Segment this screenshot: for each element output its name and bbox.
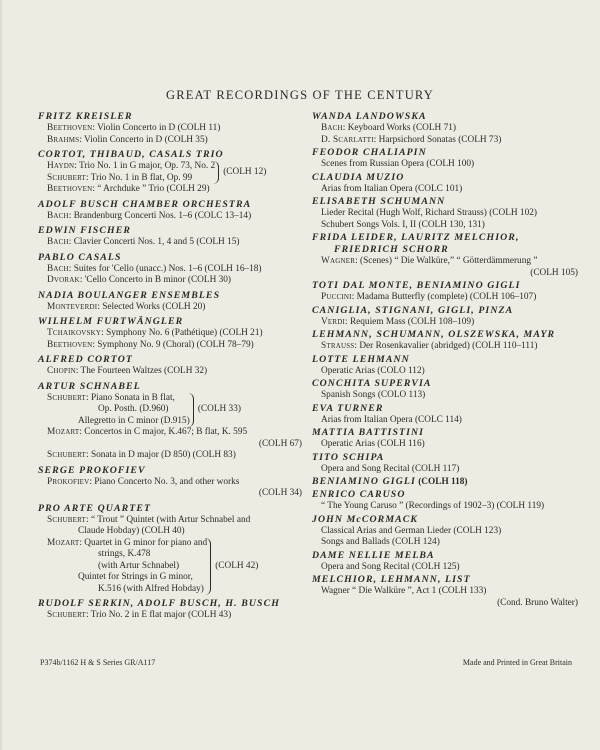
- composer-name: D. Scarlatti: [321, 134, 374, 145]
- artist-heading: [312, 403, 580, 415]
- artist-heading: [312, 172, 580, 184]
- artist-name: CORTOT, THIBAUD, CASALS TRIO: [38, 149, 224, 160]
- artist-section: [312, 280, 580, 304]
- artist-section: [38, 381, 304, 462]
- recording-line: [38, 572, 207, 584]
- recording-line: [312, 526, 580, 538]
- artist-section: [38, 465, 304, 500]
- artist-section: [312, 196, 580, 231]
- recording-text: : Trio No. 1 in B flat, Op. 99: [86, 172, 193, 183]
- artist-name: WILHELM FURTWÄNGLER: [38, 316, 184, 327]
- artist-heading: [312, 111, 580, 123]
- composer-name: Brahms: [47, 134, 80, 145]
- artist-heading: [312, 574, 580, 586]
- composer-name: Wagner: [321, 256, 356, 266]
- recording-text: : Sonata in D major (D 850) (COLH 83): [86, 450, 236, 460]
- recording-text: Arias from Italian Opera (COLC 101): [321, 183, 463, 194]
- recording-line: [312, 366, 580, 378]
- recording-line: [312, 123, 580, 135]
- artist-heading: [38, 598, 304, 610]
- recording-line: [312, 501, 580, 513]
- composer-name: Mozart: [47, 537, 80, 548]
- artist-name: PABLO CASALS: [38, 251, 122, 263]
- recording-line: [312, 159, 580, 171]
- composer-name: Monteverdi: [47, 301, 98, 312]
- composer-name: Puccini: [321, 292, 352, 302]
- recording-text: : Quartet in G minor for piano and: [79, 537, 208, 548]
- recording-text: : Symphony No. 6 (Pathétique) (COLH 21): [101, 328, 263, 338]
- recording-text: Opera and Song Recital (COLH 117): [321, 463, 460, 474]
- recording-line: [38, 366, 304, 378]
- composer-name: Bach: [47, 237, 69, 247]
- artist-name: WANDA LANDOWSKA: [312, 111, 427, 122]
- composer-name: Prokofiev: [47, 476, 90, 487]
- composer-name: Schubert: [47, 450, 87, 460]
- recording-line: [312, 415, 580, 427]
- composer-name: Dvorak: [47, 275, 80, 285]
- artist-name: FRIDA LEIDER, LAURITZ MELCHIOR,: [312, 232, 520, 243]
- composer-name: Beethoven: [47, 184, 93, 194]
- artist-heading: [312, 514, 580, 526]
- recording-line: [312, 439, 580, 451]
- recording-text: Lieder Recital (Hugh Wolf, Richard Strauss) (COLH 102): [321, 208, 537, 218]
- artist-section: [38, 316, 304, 351]
- recording-line: [312, 341, 580, 353]
- artist-heading: [312, 476, 580, 488]
- recording-text: : Piano Sonata in B flat,: [86, 392, 175, 403]
- artist-heading: [38, 111, 304, 123]
- artist-name: LOTTE LEHMANN: [312, 353, 410, 365]
- artist-name: SERGE PROKOFIEV: [38, 464, 146, 476]
- recording-line: [312, 135, 580, 147]
- artist-name: JOHN McCORMACK: [312, 513, 419, 525]
- artist-section: [312, 489, 580, 513]
- artist-name: TOTI DAL MONTE, BENIAMINO GIGLI: [312, 280, 521, 291]
- recording-line: [38, 416, 190, 428]
- recording-line: [38, 393, 190, 405]
- bracketed-recordings: [38, 538, 304, 596]
- artist-section: [312, 452, 580, 476]
- artist-heading: [38, 199, 304, 211]
- recording-line: [38, 264, 304, 276]
- artist-section: [38, 149, 304, 196]
- recording-line: [38, 404, 190, 416]
- artist-name: ALFRED CORTOT: [38, 354, 133, 365]
- composer-name: Schubert: [47, 514, 87, 525]
- composer-name: Mozart: [47, 427, 80, 437]
- artist-name: MATTIA BATTISTINI: [312, 427, 425, 438]
- bracketed-recordings: [38, 161, 304, 184]
- catalogue-number: (COLH 42): [215, 560, 259, 571]
- recording-line: [312, 464, 580, 476]
- recording-line: [38, 173, 215, 185]
- recording-text: K.516 (with Alfred Hobday): [98, 583, 204, 594]
- artist-section: [312, 329, 580, 353]
- artist-section: [312, 514, 580, 549]
- composer-name: Bach: [47, 263, 69, 274]
- artist-section: [312, 111, 580, 146]
- recording-text: Opera and Song Recital (COLH 125): [321, 561, 460, 572]
- recording-text: Op. Posth. (D.960): [98, 404, 169, 414]
- recording-text: strings, K.478: [98, 549, 151, 559]
- recording-text: (COLH 34): [258, 488, 302, 498]
- artist-section: [312, 172, 580, 196]
- artist-heading: [38, 252, 304, 264]
- recording-line: [38, 340, 304, 352]
- bracket-lines: [38, 161, 219, 184]
- recording-text: : Suites for 'Cello (unacc.) Nos. 1–6 (COLH 16–18): [68, 263, 262, 274]
- artist-section: [38, 503, 304, 596]
- artist-section: [312, 232, 580, 279]
- artist-name: PRO ARTE QUARTET: [38, 502, 152, 514]
- recording-text: : Requiem Mass (COLH 108–109): [345, 316, 475, 327]
- artist-section: [312, 574, 580, 609]
- recording-text: (with Artur Schnabel): [98, 560, 180, 571]
- recording-text: : (Scenes) “ Die Walküre,” “ Götterdämmerung ”: [355, 256, 538, 266]
- recording-line: [312, 598, 580, 610]
- artist-section: [312, 378, 580, 402]
- recording-line: [312, 317, 580, 329]
- recording-text: Scenes from Russian Opera (COLH 100): [321, 159, 475, 169]
- artist-name: TITO SCHIPA: [312, 451, 385, 463]
- recording-text: : Concertos in C major, K.467; B flat, K. 595: [79, 427, 248, 437]
- catalogue-number: (COLH 12): [223, 166, 267, 177]
- composer-name: Haydn: [47, 161, 75, 171]
- artist-section: [38, 225, 304, 249]
- artist-heading: [38, 225, 304, 237]
- artist-section: [312, 427, 580, 451]
- recording-text: (COLH 67): [258, 438, 302, 449]
- recording-line: [38, 515, 304, 527]
- recording-line: [38, 237, 304, 249]
- artist-section: [312, 147, 580, 171]
- artist-section: [38, 354, 304, 378]
- recording-text: “ The Young Caruso ” (Recordings of 1902–3) (COLH 119): [321, 501, 545, 511]
- recording-line: [312, 562, 580, 574]
- recording-text: : Symphony No. 9 (Choral) (COLH 78–79): [92, 339, 254, 350]
- artist-heading: [38, 381, 304, 393]
- recording-line: [312, 268, 580, 280]
- recording-line: [38, 488, 304, 500]
- artist-heading: [312, 196, 580, 208]
- recording-text: Wagner “ Die Walküre ”, Act 1 (COLH 133): [321, 586, 487, 596]
- recording-line: [38, 549, 207, 561]
- recording-text: : Clavier Concerti Nos. 1, 4 and 5 (COLH 15): [68, 237, 240, 247]
- recording-line: [38, 610, 304, 622]
- artist-name: FEODOR CHALIAPIN: [312, 147, 427, 158]
- recording-text: : Violin Concerto in D (COLH 11): [92, 123, 221, 133]
- recording-text: Songs and Ballads (COLH 124): [321, 537, 440, 547]
- artist-heading: [312, 354, 580, 366]
- bracket-lines: [38, 393, 194, 428]
- recording-line: [312, 184, 580, 196]
- recording-line: [312, 537, 580, 549]
- recording-line: [38, 328, 304, 340]
- artist-heading: [38, 316, 304, 328]
- recording-line: [38, 526, 304, 538]
- composer-name: Tchaikovsky: [47, 328, 102, 338]
- recording-line: [312, 390, 580, 402]
- footer-print-code: P374b/1162 H & S Series GR/A117: [40, 658, 156, 667]
- artist-name: NADIA BOULANGER ENSEMBLES: [38, 289, 221, 301]
- artist-heading: [38, 503, 304, 515]
- recording-line: [312, 586, 580, 598]
- composer-name: Schubert: [47, 610, 87, 620]
- recording-line: [38, 275, 304, 287]
- recording-line: [38, 439, 304, 451]
- recording-text: : Trio No. 2 in E flat major (COLH 43): [86, 610, 232, 620]
- recording-line: [38, 184, 304, 196]
- recording-line: [312, 220, 580, 232]
- artist-heading: [312, 280, 580, 292]
- artist-name: DAME NELLIE MELBA: [312, 549, 435, 561]
- artist-name: BENIAMINO GIGLI: [312, 476, 416, 487]
- artist-heading: [312, 305, 580, 317]
- artist-heading: [38, 149, 304, 161]
- artist-heading: [312, 452, 580, 464]
- artist-heading: [38, 290, 304, 302]
- artist-name-continued: FRIEDRICH SCHORR: [334, 244, 449, 255]
- recording-text: : Harpsichord Sonatas (COLH 73): [373, 134, 502, 145]
- recording-line: [38, 302, 304, 314]
- artist-name: CLAUDIA MUZIO: [312, 171, 405, 183]
- artist-name: FRITZ KREISLER: [38, 111, 133, 122]
- recording-text: Quintet for Strings in G minor,: [78, 572, 193, 582]
- artist-section: [312, 403, 580, 427]
- artist-heading: [312, 550, 580, 562]
- artist-section: [312, 305, 580, 329]
- recording-text: : 'Cello Concerto in B minor (COLH 30): [79, 275, 231, 285]
- recording-text: Classical Arias and German Lieder (COLH 123): [321, 525, 502, 536]
- recording-text: : Trio No. 1 in G major, Op. 73, No. 2: [74, 161, 216, 171]
- artist-section: [38, 252, 304, 287]
- artist-section: [38, 598, 304, 622]
- recording-text: : Selected Works (COLH 20): [97, 301, 206, 312]
- artist-heading: [312, 232, 580, 256]
- artist-name: ELISABETH SCHUMANN: [312, 196, 446, 207]
- recording-text: : The Fourteen Waltzes (COLH 32): [75, 366, 208, 376]
- recording-text: Operatic Arias (COLO 112): [321, 365, 425, 376]
- recording-line: [312, 256, 580, 268]
- recording-line: [312, 292, 580, 304]
- recording-text: : “ Archduke ” Trio (COLH 29): [92, 184, 210, 194]
- artist-section: [312, 550, 580, 574]
- composer-name: Verdi: [321, 316, 346, 327]
- recording-line: [38, 477, 304, 489]
- recording-text: : Violin Concerto in D (COLH 35): [79, 134, 208, 145]
- recording-text: : Madama Butterfly (complete) (COLH 106–107): [351, 292, 537, 302]
- recording-line: [38, 584, 207, 596]
- recording-text: : Piano Concerto No. 3, and other works: [89, 476, 240, 487]
- composer-name: Bach: [47, 210, 69, 221]
- artist-name: ENRICO CARUSO: [312, 489, 406, 500]
- left-column: [38, 111, 304, 625]
- composer-name: Schubert: [47, 172, 87, 183]
- artist-heading: [312, 378, 580, 390]
- artist-name: LEHMANN, SCHUMANN, OLSZEWSKA, MAYR: [312, 329, 556, 340]
- composer-name: Beethoven: [47, 339, 93, 350]
- catalogue-number: (COLH 33): [197, 404, 241, 414]
- artist-name: CANIGLIA, STIGNANI, GIGLI, PINZA: [312, 304, 514, 316]
- recording-line: [38, 561, 207, 573]
- recording-text: : Brandenburg Concerti Nos. 1–6 (COLC 13–14): [68, 210, 252, 221]
- recording-text: : Der Rosenkavalier (abridged) (COLH 110–111): [354, 341, 538, 351]
- recording-line: [38, 450, 304, 462]
- composer-name: Strauss: [321, 341, 355, 351]
- artist-heading: [312, 427, 580, 439]
- artist-section: [312, 354, 580, 378]
- artist-section: [38, 290, 304, 314]
- bracket-lines: [38, 538, 211, 596]
- artist-heading: [312, 489, 580, 501]
- artist-name: CONCHITA SUPERVIA: [312, 378, 432, 389]
- artist-section: [38, 199, 304, 223]
- recording-text: Arias from Italian Opera (COLC 114): [321, 414, 462, 425]
- artist-section: [38, 111, 304, 146]
- right-column: [312, 111, 580, 610]
- composer-name: Schubert: [47, 392, 87, 403]
- page-title: GREAT RECORDINGS OF THE CENTURY: [165, 88, 434, 102]
- recording-text: Allegretto in C minor (D.915): [78, 415, 190, 426]
- recording-line: [38, 135, 304, 147]
- artist-heading: [312, 329, 580, 341]
- artist-name: RUDOLF SERKIN, ADOLF BUSCH, H. BUSCH: [38, 598, 280, 609]
- recording-text: Spanish Songs (COLO 113): [321, 390, 426, 400]
- recording-line: [38, 161, 215, 173]
- recording-text: Operatic Arias (COLH 116): [321, 439, 425, 449]
- artist-heading: [38, 354, 304, 366]
- recording-line: [312, 208, 580, 220]
- composer-name: Beethoven: [47, 123, 93, 133]
- composer-name: Chopin: [47, 366, 76, 376]
- recording-text: (COLH 105): [530, 267, 578, 278]
- artist-name: EVA TURNER: [312, 402, 384, 414]
- artist-name: MELCHIOR, LEHMANN, LIST: [312, 574, 471, 585]
- recording-text: Claude Hobday) (COLH 40): [78, 526, 185, 536]
- composer-name: Bach: [321, 123, 343, 133]
- catalogue-number: (COLH 118): [415, 477, 468, 487]
- recording-line: [38, 123, 304, 135]
- recording-line: [38, 211, 304, 223]
- recording-text: Schubert Songs Vols. I, II (COLH 130, 131): [321, 219, 485, 230]
- page-binding-edge: [0, 0, 3, 750]
- artist-name: ADOLF BUSCH CHAMBER ORCHESTRA: [38, 198, 252, 210]
- recording-line: [38, 427, 304, 439]
- artist-name: ARTUR SCHNABEL: [38, 380, 141, 392]
- artist-heading: [312, 147, 580, 159]
- bracketed-recordings: [38, 393, 304, 428]
- recording-line: [38, 538, 207, 550]
- artist-section: [312, 476, 580, 488]
- artist-heading: [38, 465, 304, 477]
- recording-text: (Cond. Bruno Walter): [497, 597, 578, 608]
- artist-name: EDWIN FISCHER: [38, 225, 131, 236]
- footer-printed-in: Made and Printed in Great Britain: [462, 658, 572, 667]
- recording-text: : Keyboard Works (COLH 71): [342, 123, 456, 133]
- recording-text: : “ Trout ” Quintet (with Artur Schnabel and: [86, 514, 251, 525]
